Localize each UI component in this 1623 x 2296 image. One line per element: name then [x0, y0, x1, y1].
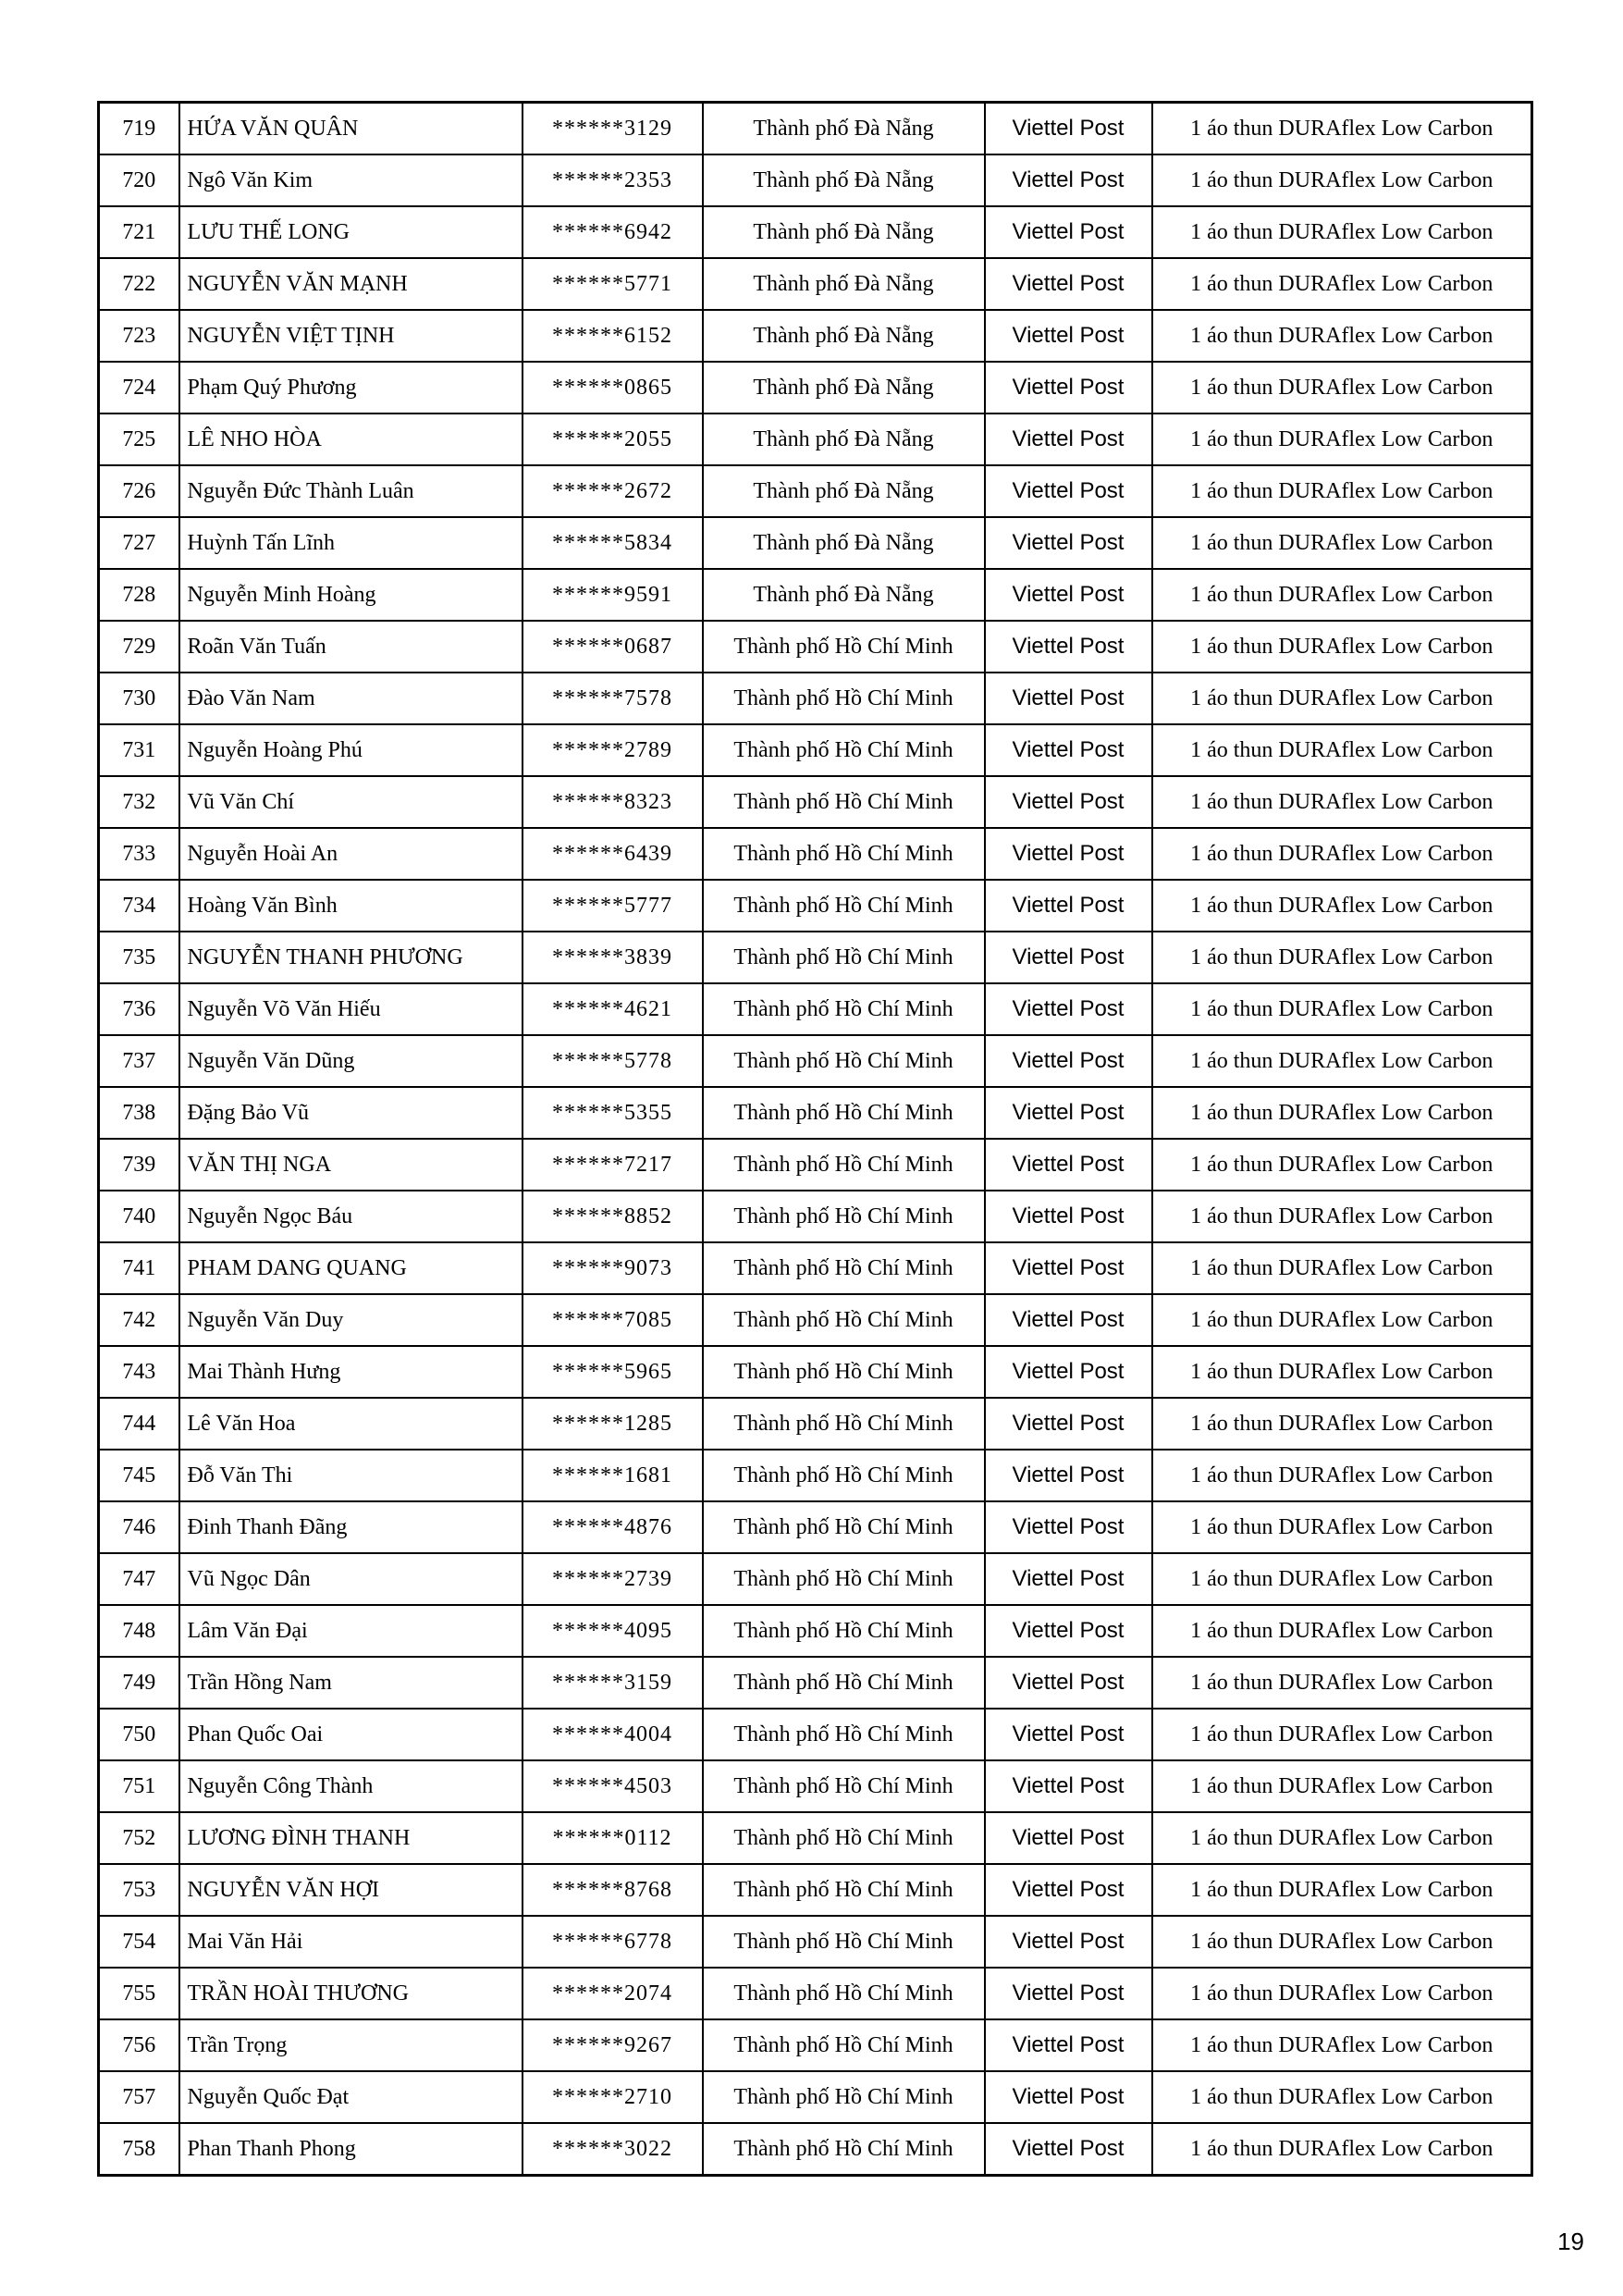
winner-name: VĂN THỊ NGA	[179, 1139, 523, 1191]
carrier: Viettel Post	[985, 828, 1152, 880]
table-row	[99, 1139, 1532, 1191]
winner-name: Huỳnh Tấn Lĩnh	[179, 517, 523, 569]
city: Thành phố Hồ Chí Minh	[703, 1191, 985, 1242]
winner-name: LƯƠNG ĐÌNH THANH	[179, 1812, 523, 1864]
winner-name: Đặng Bảo Vũ	[179, 1087, 523, 1139]
table-row	[99, 1553, 1532, 1605]
city: Thành phố Đà Nẵng	[703, 517, 985, 569]
winner-name: Roãn Văn Tuấn	[179, 621, 523, 673]
carrier: Viettel Post	[985, 1242, 1152, 1294]
prize: 1 áo thun DURAflex Low Carbon	[1152, 1864, 1532, 1916]
city: Thành phố Hồ Chí Minh	[703, 828, 985, 880]
city: Thành phố Hồ Chí Minh	[703, 673, 985, 724]
row-number: 757	[99, 2071, 179, 2123]
carrier: Viettel Post	[985, 1346, 1152, 1398]
city: Thành phố Hồ Chí Minh	[703, 1294, 985, 1346]
masked-phone: ******8323	[523, 776, 703, 828]
city: Thành phố Hồ Chí Minh	[703, 1035, 985, 1087]
carrier: Viettel Post	[985, 1812, 1152, 1864]
table-row	[99, 206, 1532, 258]
row-number: 724	[99, 362, 179, 414]
city: Thành phố Hồ Chí Minh	[703, 1501, 985, 1553]
city: Thành phố Đà Nẵng	[703, 258, 985, 310]
city: Thành phố Hồ Chí Minh	[703, 1657, 985, 1709]
masked-phone: ******2789	[523, 724, 703, 776]
city: Thành phố Hồ Chí Minh	[703, 1968, 985, 2019]
row-number: 721	[99, 206, 179, 258]
masked-phone: ******3159	[523, 1657, 703, 1709]
winner-name: Vũ Văn Chí	[179, 776, 523, 828]
table-row	[99, 776, 1532, 828]
winner-name: Nguyễn Quốc Đạt	[179, 2071, 523, 2123]
carrier: Viettel Post	[985, 983, 1152, 1035]
winner-name: NGUYỄN VĂN MẠNH	[179, 258, 523, 310]
carrier: Viettel Post	[985, 2071, 1152, 2123]
masked-phone: ******0687	[523, 621, 703, 673]
prize: 1 áo thun DURAflex Low Carbon	[1152, 1450, 1532, 1501]
table-row	[99, 1346, 1532, 1398]
carrier: Viettel Post	[985, 1760, 1152, 1812]
carrier: Viettel Post	[985, 517, 1152, 569]
city: Thành phố Đà Nẵng	[703, 154, 985, 206]
prize: 1 áo thun DURAflex Low Carbon	[1152, 206, 1532, 258]
table-row	[99, 673, 1532, 724]
winner-name: Trần Trọng	[179, 2019, 523, 2071]
winners-table-body	[99, 103, 1532, 2176]
row-number: 725	[99, 414, 179, 465]
winner-name: NGUYỄN THANH PHƯƠNG	[179, 932, 523, 983]
carrier: Viettel Post	[985, 1035, 1152, 1087]
city: Thành phố Đà Nẵng	[703, 414, 985, 465]
winner-name: Lâm Văn Đại	[179, 1605, 523, 1657]
winners-table	[97, 101, 1533, 2177]
table-row	[99, 1501, 1532, 1553]
winner-name: Lê Văn Hoa	[179, 1398, 523, 1450]
winner-name: Phan Thanh Phong	[179, 2123, 523, 2176]
city: Thành phố Hồ Chí Minh	[703, 1139, 985, 1191]
winner-name: Nguyễn Đức Thành Luân	[179, 465, 523, 517]
city: Thành phố Hồ Chí Minh	[703, 1450, 985, 1501]
masked-phone: ******4095	[523, 1605, 703, 1657]
prize: 1 áo thun DURAflex Low Carbon	[1152, 724, 1532, 776]
row-number: 719	[99, 103, 179, 155]
winner-name: Mai Thành Hưng	[179, 1346, 523, 1398]
table-row	[99, 1968, 1532, 2019]
winner-name: Nguyễn Hoàng Phú	[179, 724, 523, 776]
masked-phone: ******6778	[523, 1916, 703, 1968]
row-number: 729	[99, 621, 179, 673]
row-number: 722	[99, 258, 179, 310]
row-number: 728	[99, 569, 179, 621]
row-number: 747	[99, 1553, 179, 1605]
row-number: 732	[99, 776, 179, 828]
table-row	[99, 1916, 1532, 1968]
city: Thành phố Đà Nẵng	[703, 206, 985, 258]
city: Thành phố Hồ Chí Minh	[703, 1553, 985, 1605]
city: Thành phố Hồ Chí Minh	[703, 1346, 985, 1398]
prize: 1 áo thun DURAflex Low Carbon	[1152, 1657, 1532, 1709]
table-row	[99, 1398, 1532, 1450]
table-row	[99, 258, 1532, 310]
winner-name: Đào Văn Nam	[179, 673, 523, 724]
carrier: Viettel Post	[985, 569, 1152, 621]
row-number: 753	[99, 1864, 179, 1916]
prize: 1 áo thun DURAflex Low Carbon	[1152, 1087, 1532, 1139]
prize: 1 áo thun DURAflex Low Carbon	[1152, 1139, 1532, 1191]
winner-name: Mai Văn Hải	[179, 1916, 523, 1968]
city: Thành phố Đà Nẵng	[703, 103, 985, 155]
row-number: 720	[99, 154, 179, 206]
table-row	[99, 2071, 1532, 2123]
masked-phone: ******4876	[523, 1501, 703, 1553]
prize: 1 áo thun DURAflex Low Carbon	[1152, 983, 1532, 1035]
row-number: 734	[99, 880, 179, 932]
carrier: Viettel Post	[985, 1709, 1152, 1760]
prize: 1 áo thun DURAflex Low Carbon	[1152, 673, 1532, 724]
masked-phone: ******1285	[523, 1398, 703, 1450]
prize: 1 áo thun DURAflex Low Carbon	[1152, 465, 1532, 517]
table-row	[99, 517, 1532, 569]
carrier: Viettel Post	[985, 1087, 1152, 1139]
row-number: 744	[99, 1398, 179, 1450]
row-number: 723	[99, 310, 179, 362]
city: Thành phố Đà Nẵng	[703, 465, 985, 517]
prize: 1 áo thun DURAflex Low Carbon	[1152, 1294, 1532, 1346]
winner-name: Đỗ Văn Thi	[179, 1450, 523, 1501]
carrier: Viettel Post	[985, 258, 1152, 310]
table-row	[99, 362, 1532, 414]
row-number: 737	[99, 1035, 179, 1087]
masked-phone: ******6942	[523, 206, 703, 258]
carrier: Viettel Post	[985, 465, 1152, 517]
city: Thành phố Hồ Chí Minh	[703, 1916, 985, 1968]
winner-name: Nguyễn Văn Dũng	[179, 1035, 523, 1087]
carrier: Viettel Post	[985, 103, 1152, 155]
masked-phone: ******0112	[523, 1812, 703, 1864]
prize: 1 áo thun DURAflex Low Carbon	[1152, 362, 1532, 414]
masked-phone: ******4621	[523, 983, 703, 1035]
prize: 1 áo thun DURAflex Low Carbon	[1152, 1605, 1532, 1657]
winner-name: Nguyễn Ngọc Báu	[179, 1191, 523, 1242]
table-row	[99, 2123, 1532, 2176]
masked-phone: ******1681	[523, 1450, 703, 1501]
city: Thành phố Hồ Chí Minh	[703, 1605, 985, 1657]
table-row	[99, 1812, 1532, 1864]
city: Thành phố Hồ Chí Minh	[703, 880, 985, 932]
carrier: Viettel Post	[985, 724, 1152, 776]
row-number: 750	[99, 1709, 179, 1760]
winner-name: Nguyễn Văn Duy	[179, 1294, 523, 1346]
carrier: Viettel Post	[985, 1864, 1152, 1916]
row-number: 736	[99, 983, 179, 1035]
winner-name: Ngô Văn Kim	[179, 154, 523, 206]
prize: 1 áo thun DURAflex Low Carbon	[1152, 1916, 1532, 1968]
masked-phone: ******2739	[523, 1553, 703, 1605]
table-row	[99, 932, 1532, 983]
city: Thành phố Hồ Chí Minh	[703, 932, 985, 983]
prize: 1 áo thun DURAflex Low Carbon	[1152, 1191, 1532, 1242]
city: Thành phố Hồ Chí Minh	[703, 1864, 985, 1916]
carrier: Viettel Post	[985, 880, 1152, 932]
winner-name: HỨA VĂN QUÂN	[179, 103, 523, 155]
winner-name: NGUYỄN VIỆT TỊNH	[179, 310, 523, 362]
table-row	[99, 1294, 1532, 1346]
city: Thành phố Hồ Chí Minh	[703, 621, 985, 673]
city: Thành phố Hồ Chí Minh	[703, 1760, 985, 1812]
table-row	[99, 880, 1532, 932]
row-number: 754	[99, 1916, 179, 1968]
masked-phone: ******5834	[523, 517, 703, 569]
prize: 1 áo thun DURAflex Low Carbon	[1152, 932, 1532, 983]
row-number: 742	[99, 1294, 179, 1346]
winner-name: Nguyễn Công Thành	[179, 1760, 523, 1812]
city: Thành phố Hồ Chí Minh	[703, 1709, 985, 1760]
prize: 1 áo thun DURAflex Low Carbon	[1152, 2071, 1532, 2123]
row-number: 756	[99, 2019, 179, 2071]
prize: 1 áo thun DURAflex Low Carbon	[1152, 414, 1532, 465]
winner-name: Hoàng Văn Bình	[179, 880, 523, 932]
carrier: Viettel Post	[985, 310, 1152, 362]
masked-phone: ******5778	[523, 1035, 703, 1087]
table-row	[99, 465, 1532, 517]
prize: 1 áo thun DURAflex Low Carbon	[1152, 1501, 1532, 1553]
carrier: Viettel Post	[985, 1191, 1152, 1242]
row-number: 733	[99, 828, 179, 880]
table-row	[99, 569, 1532, 621]
carrier: Viettel Post	[985, 2019, 1152, 2071]
page-number: 19	[1557, 2228, 1584, 2255]
masked-phone: ******5771	[523, 258, 703, 310]
city: Thành phố Hồ Chí Minh	[703, 1242, 985, 1294]
masked-phone: ******3022	[523, 2123, 703, 2176]
table-row	[99, 2019, 1532, 2071]
winner-name: Trần Hồng Nam	[179, 1657, 523, 1709]
masked-phone: ******6152	[523, 310, 703, 362]
prize: 1 áo thun DURAflex Low Carbon	[1152, 569, 1532, 621]
city: Thành phố Hồ Chí Minh	[703, 2071, 985, 2123]
carrier: Viettel Post	[985, 621, 1152, 673]
prize: 1 áo thun DURAflex Low Carbon	[1152, 776, 1532, 828]
prize: 1 áo thun DURAflex Low Carbon	[1152, 154, 1532, 206]
prize: 1 áo thun DURAflex Low Carbon	[1152, 1242, 1532, 1294]
row-number: 746	[99, 1501, 179, 1553]
city: Thành phố Hồ Chí Minh	[703, 776, 985, 828]
city: Thành phố Hồ Chí Minh	[703, 1812, 985, 1864]
table-row	[99, 1605, 1532, 1657]
row-number: 726	[99, 465, 179, 517]
winner-name: Phạm Quý Phương	[179, 362, 523, 414]
masked-phone: ******7217	[523, 1139, 703, 1191]
masked-phone: ******7578	[523, 673, 703, 724]
city: Thành phố Hồ Chí Minh	[703, 1087, 985, 1139]
table-row	[99, 724, 1532, 776]
city: Thành phố Hồ Chí Minh	[703, 1398, 985, 1450]
prize: 1 áo thun DURAflex Low Carbon	[1152, 1812, 1532, 1864]
prize: 1 áo thun DURAflex Low Carbon	[1152, 1035, 1532, 1087]
city: Thành phố Đà Nẵng	[703, 569, 985, 621]
carrier: Viettel Post	[985, 206, 1152, 258]
row-number: 731	[99, 724, 179, 776]
masked-phone: ******2353	[523, 154, 703, 206]
table-row	[99, 154, 1532, 206]
carrier: Viettel Post	[985, 1916, 1152, 1968]
prize: 1 áo thun DURAflex Low Carbon	[1152, 1398, 1532, 1450]
row-number: 758	[99, 2123, 179, 2176]
winner-name: Nguyễn Minh Hoàng	[179, 569, 523, 621]
row-number: 749	[99, 1657, 179, 1709]
prize: 1 áo thun DURAflex Low Carbon	[1152, 1760, 1532, 1812]
carrier: Viettel Post	[985, 1398, 1152, 1450]
table-row	[99, 1864, 1532, 1916]
carrier: Viettel Post	[985, 1553, 1152, 1605]
table-row	[99, 1450, 1532, 1501]
city: Thành phố Hồ Chí Minh	[703, 724, 985, 776]
city: Thành phố Đà Nẵng	[703, 362, 985, 414]
table-row	[99, 828, 1532, 880]
prize: 1 áo thun DURAflex Low Carbon	[1152, 621, 1532, 673]
row-number: 748	[99, 1605, 179, 1657]
carrier: Viettel Post	[985, 1501, 1152, 1553]
masked-phone: ******4004	[523, 1709, 703, 1760]
table-row	[99, 983, 1532, 1035]
row-number: 741	[99, 1242, 179, 1294]
carrier: Viettel Post	[985, 776, 1152, 828]
carrier: Viettel Post	[985, 673, 1152, 724]
masked-phone: ******2672	[523, 465, 703, 517]
table-row	[99, 1191, 1532, 1242]
winner-name: NGUYỄN VĂN HỢI	[179, 1864, 523, 1916]
row-number: 751	[99, 1760, 179, 1812]
city: Thành phố Đà Nẵng	[703, 310, 985, 362]
table-row	[99, 1657, 1532, 1709]
carrier: Viettel Post	[985, 1657, 1152, 1709]
table-row	[99, 621, 1532, 673]
prize: 1 áo thun DURAflex Low Carbon	[1152, 2019, 1532, 2071]
masked-phone: ******3129	[523, 103, 703, 155]
winner-name: PHAM DANG QUANG	[179, 1242, 523, 1294]
carrier: Viettel Post	[985, 2123, 1152, 2176]
city: Thành phố Hồ Chí Minh	[703, 2019, 985, 2071]
row-number: 755	[99, 1968, 179, 2019]
row-number: 745	[99, 1450, 179, 1501]
prize: 1 áo thun DURAflex Low Carbon	[1152, 310, 1532, 362]
winner-name: LÊ NHO HÒA	[179, 414, 523, 465]
winner-name: Nguyễn Võ Văn Hiếu	[179, 983, 523, 1035]
table-row	[99, 1087, 1532, 1139]
city: Thành phố Hồ Chí Minh	[703, 983, 985, 1035]
prize: 1 áo thun DURAflex Low Carbon	[1152, 880, 1532, 932]
prize: 1 áo thun DURAflex Low Carbon	[1152, 517, 1532, 569]
carrier: Viettel Post	[985, 1968, 1152, 2019]
row-number: 740	[99, 1191, 179, 1242]
prize: 1 áo thun DURAflex Low Carbon	[1152, 1968, 1532, 2019]
prize: 1 áo thun DURAflex Low Carbon	[1152, 258, 1532, 310]
masked-phone: ******5355	[523, 1087, 703, 1139]
masked-phone: ******4503	[523, 1760, 703, 1812]
carrier: Viettel Post	[985, 362, 1152, 414]
prize: 1 áo thun DURAflex Low Carbon	[1152, 1553, 1532, 1605]
city: Thành phố Hồ Chí Minh	[703, 2123, 985, 2176]
carrier: Viettel Post	[985, 1139, 1152, 1191]
carrier: Viettel Post	[985, 1605, 1152, 1657]
masked-phone: ******8852	[523, 1191, 703, 1242]
winner-name: Nguyễn Hoài An	[179, 828, 523, 880]
table-row	[99, 414, 1532, 465]
row-number: 752	[99, 1812, 179, 1864]
masked-phone: ******7085	[523, 1294, 703, 1346]
carrier: Viettel Post	[985, 1294, 1152, 1346]
masked-phone: ******2074	[523, 1968, 703, 2019]
carrier: Viettel Post	[985, 154, 1152, 206]
prize: 1 áo thun DURAflex Low Carbon	[1152, 103, 1532, 155]
masked-phone: ******2055	[523, 414, 703, 465]
masked-phone: ******9267	[523, 2019, 703, 2071]
masked-phone: ******2710	[523, 2071, 703, 2123]
row-number: 727	[99, 517, 179, 569]
masked-phone: ******5965	[523, 1346, 703, 1398]
winner-name: Đinh Thanh Đãng	[179, 1501, 523, 1553]
prize: 1 áo thun DURAflex Low Carbon	[1152, 1346, 1532, 1398]
masked-phone: ******6439	[523, 828, 703, 880]
row-number: 739	[99, 1139, 179, 1191]
prize: 1 áo thun DURAflex Low Carbon	[1152, 2123, 1532, 2176]
row-number: 743	[99, 1346, 179, 1398]
table-row	[99, 1760, 1532, 1812]
masked-phone: ******3839	[523, 932, 703, 983]
masked-phone: ******0865	[523, 362, 703, 414]
table-row	[99, 1709, 1532, 1760]
masked-phone: ******8768	[523, 1864, 703, 1916]
table-row	[99, 103, 1532, 155]
carrier: Viettel Post	[985, 1450, 1152, 1501]
carrier: Viettel Post	[985, 414, 1152, 465]
carrier: Viettel Post	[985, 932, 1152, 983]
row-number: 738	[99, 1087, 179, 1139]
masked-phone: ******9073	[523, 1242, 703, 1294]
prize: 1 áo thun DURAflex Low Carbon	[1152, 1709, 1532, 1760]
table-row	[99, 1035, 1532, 1087]
prize: 1 áo thun DURAflex Low Carbon	[1152, 828, 1532, 880]
winner-name: Phan Quốc Oai	[179, 1709, 523, 1760]
table-row	[99, 310, 1532, 362]
row-number: 735	[99, 932, 179, 983]
table-row	[99, 1242, 1532, 1294]
winner-name: Vũ Ngọc Dân	[179, 1553, 523, 1605]
winner-name: LƯU THẾ LONG	[179, 206, 523, 258]
winner-name: TRẦN HOÀI THƯƠNG	[179, 1968, 523, 2019]
row-number: 730	[99, 673, 179, 724]
masked-phone: ******5777	[523, 880, 703, 932]
masked-phone: ******9591	[523, 569, 703, 621]
